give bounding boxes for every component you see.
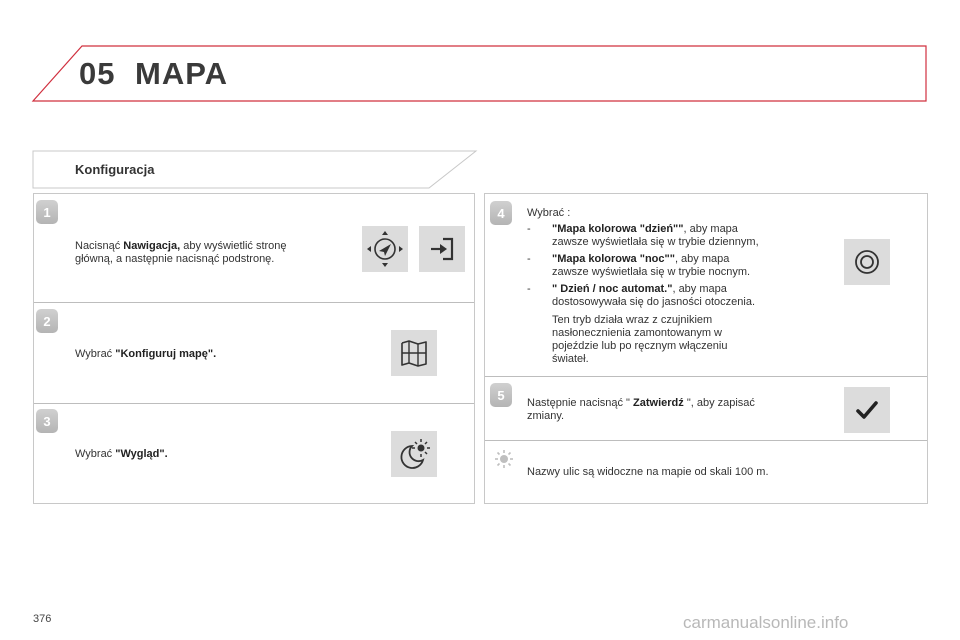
step-5-badge: 5 (490, 383, 512, 407)
option-auto-text (552, 283, 832, 309)
option-dash: - (527, 223, 531, 235)
option-auto-rest: , aby mapa (672, 283, 727, 295)
option-auto-bold: " Dzień / noc automat." (552, 283, 673, 295)
subpage-arrow-icon[interactable] (419, 226, 465, 272)
page-number: 376 (33, 613, 52, 625)
note-line: pojeździe lub po ręcznym włączeniu (552, 340, 728, 352)
step-1-text-post: aby wyświetlić stronę (180, 240, 287, 252)
step-5-text-bold: Zatwierdź (633, 397, 684, 409)
step-1-text-bold: Nawigacja, (123, 240, 181, 252)
map-grid-icon[interactable] (391, 330, 437, 376)
option-night-text (552, 253, 832, 279)
option-dash: - (527, 283, 531, 295)
step-4-badge: 4 (490, 201, 512, 225)
step-3-text (75, 448, 355, 461)
step-2-text-pre: Wybrać (75, 348, 116, 360)
step-3-badge: 3 (36, 409, 58, 433)
step-divider (485, 440, 927, 441)
section-title: Konfiguracja (75, 162, 155, 177)
option-day-text (552, 223, 832, 249)
checkmark-icon[interactable] (844, 387, 890, 433)
option-day-rest: , aby mapa (683, 223, 738, 235)
option-dash: - (527, 253, 531, 265)
step-5-text (527, 397, 817, 423)
option-night-rest: , aby mapa (674, 253, 730, 265)
step-1-text-line2: główną, a następnie nacisnąć podstronę. (75, 253, 275, 265)
step-5-text-post: ", aby zapisać (683, 397, 755, 409)
step-2-badge: 2 (36, 309, 58, 333)
watermark: carmanualsonline.info (683, 613, 849, 632)
tip-text: Nazwy ulic są widoczne na mapie od skali 100 m. (527, 466, 769, 478)
option-night-bold: "Mapa kolorowa "noc"" (552, 253, 675, 265)
step-1-text (75, 240, 355, 266)
step-4-intro: Wybrać : (527, 207, 571, 219)
step-5-text-pre: Następnie nacisnąć " (527, 397, 634, 409)
option-day-line2: zawsze wyświetlała się w trybie dziennym, (552, 236, 759, 248)
option-auto-line2: dostosowywała się do jasności otoczenia. (552, 296, 756, 308)
note-line: nasłonecznienia zamontowanym w (552, 327, 722, 339)
note-line: Ten tryb działa wraz z czujnikiem (552, 314, 713, 326)
step-1-badge: 1 (36, 200, 58, 224)
step-divider (34, 403, 474, 404)
option-day-bold: "Mapa kolorowa "dzień"" (552, 223, 684, 235)
step-3-text-pre: Wybrać (75, 448, 116, 460)
step-4-note (552, 314, 812, 366)
step-divider (34, 302, 474, 303)
radio-select-icon[interactable] (844, 239, 890, 285)
chapter-number: 05 (79, 56, 116, 91)
step-2-text-bold: "Konfiguruj mapę". (115, 348, 217, 360)
step-3-text-bold: "Wygląd". (115, 448, 168, 460)
sun-icon (494, 449, 514, 469)
step-divider (485, 376, 927, 377)
step-1-text-pre: Nacisnąć (75, 240, 124, 252)
step-2-text (75, 348, 355, 361)
note-line: świateł. (552, 353, 589, 365)
navigation-compass-icon[interactable] (362, 226, 408, 272)
day-night-icon[interactable] (391, 431, 437, 477)
chapter-title: MAPA (135, 56, 228, 91)
option-night-line2: zawsze wyświetlała się w trybie nocnym. (552, 266, 751, 278)
step-5-text-line2: zmiany. (527, 410, 565, 422)
